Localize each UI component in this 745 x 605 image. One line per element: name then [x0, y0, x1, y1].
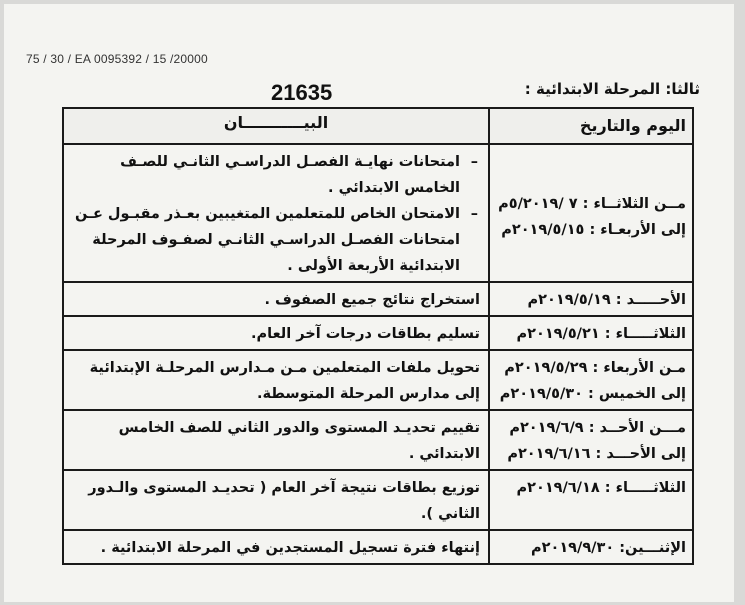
table-row — [63, 410, 693, 470]
date-from: مــن الثلاثــاء : ٧ /٥/٢٠١٩م — [498, 196, 686, 212]
description-cell — [63, 410, 489, 470]
description-line: توزيع بطاقات نتيجة آخر العام ( تحديـد المستوى والـدور — [88, 480, 480, 496]
description-bullet: – امتحانات نهايـة الفصـل الدراسـي الثانـي للصـف الخامس الابتدائي . — [72, 149, 480, 201]
date-cell: الإثنـــين: ٢٠١٩/٩/٣٠م — [489, 530, 693, 564]
description-line: تقييم تحديـد المستوى والدور الثاني للصف الخامس — [118, 420, 480, 436]
date-cell — [489, 350, 693, 410]
document-number: 21635 — [271, 80, 333, 105]
table-row — [63, 316, 693, 350]
date-cell: الأحـــــد : ٢٠١٩/٥/١٩م — [489, 282, 693, 316]
header-description: البيـــــــــــان — [63, 108, 489, 144]
table-row — [63, 350, 693, 410]
description-bullet: – الامتحان الخاص للمتعلمين المتغيبين بعـذر مقبـول عـن امتحانات الفصـل الدراسـي الثانـي لصفـوف المرحلة الابتدائية الأربعة الأولى . — [72, 201, 480, 279]
table-row — [63, 530, 693, 564]
table-header-row — [63, 108, 693, 144]
date-from: مـــن الأحــد : ٢٠١٩/٦/٩م — [509, 420, 686, 436]
description-cell: إنتهاء فترة تسجيل المستجدين في المرحلة الابتدائية . — [63, 530, 489, 564]
description-line: الثاني ). — [420, 506, 480, 522]
reference-code: 75 / 30 / EA 0095392 / 15 /20000 — [26, 52, 208, 66]
description-cell: استخراج نتائج جميع الصفوف . — [63, 282, 489, 316]
section-title: ثالثا: المرحلة الابتدائية : — [524, 80, 700, 98]
table-row — [63, 282, 693, 316]
date-cell: الثلاثـــــاء : ٢٠١٩/٦/١٨م — [489, 470, 693, 530]
date-to: إلى الأربعـاء : ٢٠١٩/٥/١٥م — [501, 222, 686, 238]
description-cell — [63, 350, 489, 410]
description-line: إلى مدارس المرحلة المتوسطة. — [256, 386, 480, 402]
date-cell: الثلاثـــــاء : ٢٠١٩/٥/٢١م — [489, 316, 693, 350]
header-date: اليوم والتاريخ — [489, 108, 693, 144]
date-to: إلى الخميس : ٢٠١٩/٥/٣٠م — [499, 386, 686, 402]
description-cell — [63, 470, 489, 530]
date-cell — [489, 144, 693, 282]
table-row — [63, 144, 693, 282]
date-cell — [489, 410, 693, 470]
description-line: تحويل ملفات المتعلمين مـن مـدارس المرحلـة الإبتدائية — [89, 360, 480, 376]
description-cell — [63, 144, 489, 282]
table-row — [63, 470, 693, 530]
date-to: إلى الأحـــد : ٢٠١٩/٦/١٦م — [507, 446, 686, 462]
schedule-table — [62, 107, 694, 565]
description-cell: تسليم بطاقات درجات آخر العام. — [63, 316, 489, 350]
description-line: الابتدائي . — [408, 446, 480, 462]
date-from: مـن الأربعاء : ٢٠١٩/٥/٢٩م — [504, 360, 686, 376]
